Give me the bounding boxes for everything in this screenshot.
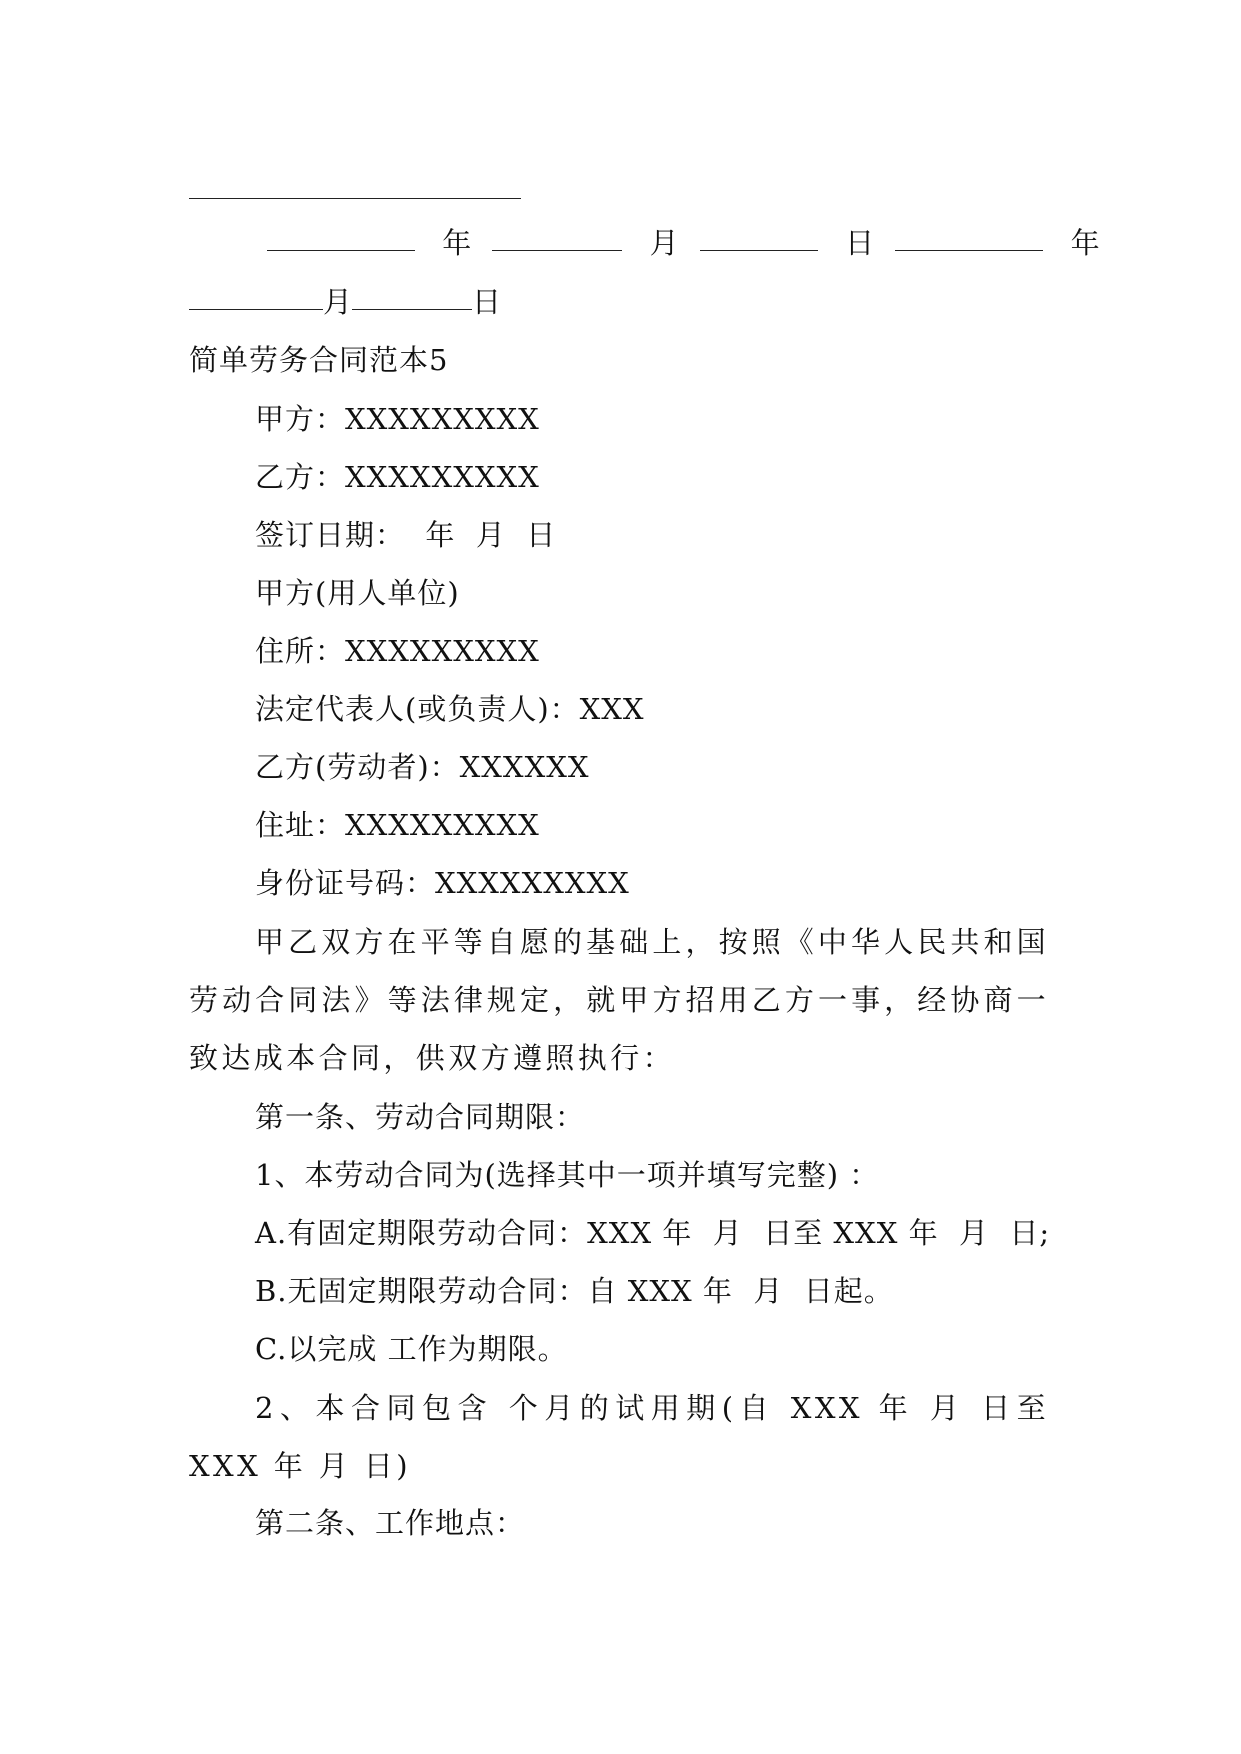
month-label: 月 [323,285,353,319]
blank-line [492,248,622,251]
blank-line [700,248,818,251]
blank-line [189,307,323,310]
article-1-item-1: 1、本劳动合同为(选择其中一项并填写完整) ： [255,1158,880,1192]
date-row-2 [189,283,501,321]
signing-date-field: 签订日期： 年 月 日 [255,518,557,552]
day-label: 日 [472,285,502,319]
year-label: 年 [1070,226,1100,260]
blank-line [352,307,472,310]
document-title: 简单劳务合同范本5 [189,343,449,377]
intro-paragraph: 甲乙双方在平等自愿的基础上，按照《中华人民共和国劳动合同法》等法律规定，就甲方招用乙方一事，经协商一致达成本合同，供双方遵照执行： [189,925,1049,1075]
blank-line [267,248,415,251]
article-1-option-a: A.有固定期限劳动合同：XXX 年 月 日至 XXX 年 月 日; [255,1216,1051,1250]
article-1-option-b: B.无固定期限劳动合同：自 XXX 年 月 日起。 [255,1274,894,1308]
legal-representative-field: 法定代表人(或负责人)：XXX [255,692,645,726]
employer-address-field: 住所：XXXXXXXXX [255,634,540,668]
employee-field: 乙方(劳动者)：XXXXXX [255,750,590,784]
article-2-heading: 第二条、工作地点： [255,1506,526,1540]
date-row-1 [267,224,1100,262]
article-1-option-c: C.以完成 工作为期限。 [255,1332,568,1366]
month-label: 月 [649,226,679,260]
party-a-field: 甲方：XXXXXXXXX [255,402,540,436]
party-b-field: 乙方：XXXXXXXXX [255,460,540,494]
blank-line [895,248,1043,251]
employer-heading: 甲方(用人单位) [255,576,460,610]
article-1-heading: 第一条、劳动合同期限： [255,1100,586,1134]
employee-address-field: 住址：XXXXXXXXX [255,808,540,842]
year-label: 年 [442,226,472,260]
signature-line [189,198,521,199]
article-1-item-2: 2、本合同包含 个月的试用期(自 XXX 年 月 日至 XXX 年 月 日) [189,1391,1049,1483]
day-label: 日 [845,226,875,260]
id-number-field: 身份证号码：XXXXXXXXX [255,866,630,900]
